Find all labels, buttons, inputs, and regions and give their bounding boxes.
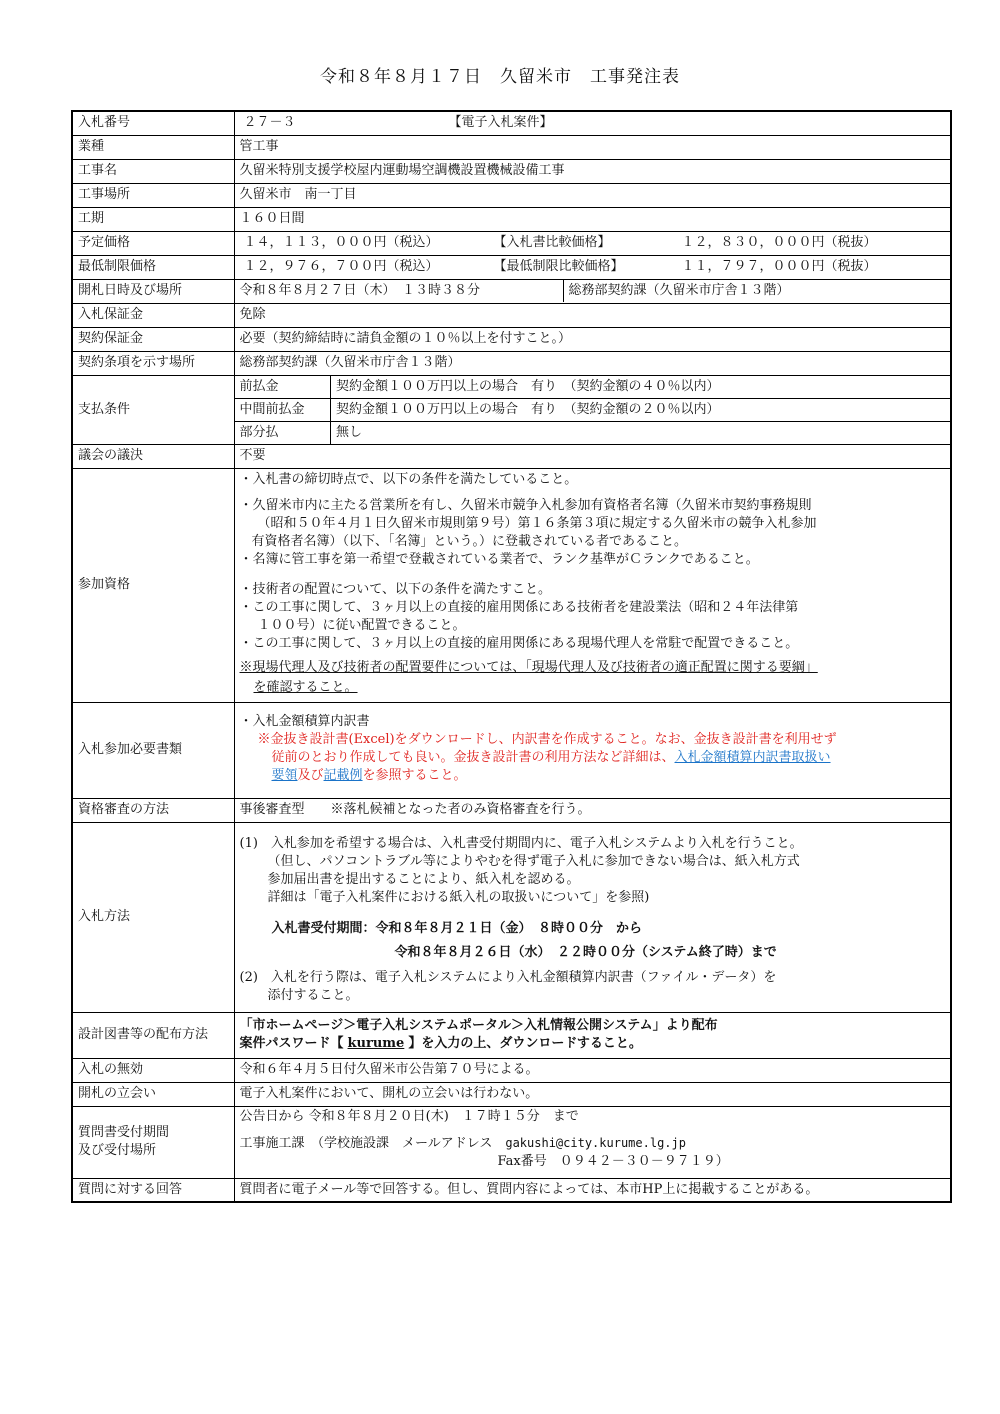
label-qualification: 参加資格 <box>72 468 234 702</box>
construction-order-table <box>71 110 952 1203</box>
witness-value: 電子入札案件において、開札の立会いは行わない。 <box>234 1082 951 1106</box>
label-location: 工事場所 <box>72 183 234 207</box>
label-opening: 開札日時及び場所 <box>72 279 234 303</box>
council-value: 不要 <box>234 444 951 468</box>
password-prefix: 案件パスワード【 <box>239 1036 344 1051</box>
invalid-value: 令和６年４月５日付久留米市公告第７０号による。 <box>234 1058 951 1082</box>
password-value: kurume <box>347 1036 405 1051</box>
qual-line: ・名簿に管工事を第一希望で登載されている業者で、ランク基準がＣランクであること。 <box>239 551 759 567</box>
label-category: 業種 <box>72 135 234 159</box>
row-review <box>72 798 951 822</box>
min-compare-value: １１，７９７，０００円（税抜） <box>681 259 877 274</box>
row-opening <box>72 279 951 303</box>
row-invalid <box>72 1058 951 1082</box>
questions-fax: Fax番号 ０９４２－３０－９７１９） <box>497 1153 729 1169</box>
label-bid-number: 入札番号 <box>72 111 234 135</box>
label-project-name: 工事名 <box>72 159 234 183</box>
category-value: 管工事 <box>234 135 951 159</box>
row-documents <box>72 702 951 798</box>
location-value: 久留米市 南一丁目 <box>234 183 951 207</box>
documents-and: 及び <box>297 767 324 783</box>
row-distribution <box>72 1012 951 1058</box>
guideline-link-cont[interactable]: 要領 <box>271 767 298 783</box>
payment-item-name: 前払金 <box>235 376 331 399</box>
documents-red-line: ※金抜き設計書(Excel)をダウンロードし、内訳書を作成すること。なお、金抜き設計書を利用せず <box>257 731 837 747</box>
row-council <box>72 444 951 468</box>
bid-period-to: 令和８年８月２６日（水） ２２時００分（システム終了時）まで <box>394 944 777 960</box>
label-questions-2: 及び受付場所 <box>78 1143 157 1158</box>
label-payment: 支払条件 <box>72 375 234 444</box>
method-line: 詳細は「電子入札案件における紙入札の取扱いについて」を参照) <box>267 889 650 905</box>
questions-dept: 工事施工課 （学校施設課 メールアドレス <box>239 1135 506 1151</box>
example-link[interactable]: 記載例 <box>323 767 363 783</box>
e-bid-tag: 【電子入札案件】 <box>448 115 553 131</box>
qual-note: を確認すること。 <box>253 679 358 695</box>
documents-red-line: 従前のとおり作成しても良い。金抜き設計書の利用方法など詳細は、 <box>271 749 675 765</box>
payment-table <box>235 376 951 444</box>
label-terms-place: 契約条項を示す場所 <box>72 351 234 375</box>
period-value: １６０日間 <box>234 207 951 231</box>
row-answers <box>72 1178 951 1202</box>
questions-email[interactable]: gakushi@city.kurume.lg.jp <box>505 1135 686 1150</box>
bid-number-value: ２７－３ <box>243 115 296 131</box>
row-category <box>72 135 951 159</box>
row-location <box>72 183 951 207</box>
row-period <box>72 207 951 231</box>
qual-line: 有資格者名簿）（以下、「名簿」という。）に登載されている者であること。 <box>251 533 688 549</box>
label-questions-1: 質問書受付期間 <box>78 1125 170 1140</box>
bid-period-from: 令和８年８月２１日（金） ８時００分 から <box>375 920 643 936</box>
label-contract-deposit: 契約保証金 <box>72 327 234 351</box>
guideline-link[interactable]: 入札金額積算内訳書取扱い <box>674 749 831 765</box>
row-questions <box>72 1106 951 1178</box>
payment-item-name: 部分払 <box>235 421 331 444</box>
label-method: 入札方法 <box>72 822 234 1012</box>
min-compare-label: 【最低制限比較価格】 <box>493 259 624 274</box>
label-min-price: 最低制限価格 <box>72 255 234 279</box>
documents-red-line: を参照すること。 <box>362 767 467 783</box>
qual-line: ・この工事に関して、３ヶ月以上の直接的雇用関係にある現場代理人を常駐で配置できること。 <box>239 635 799 651</box>
label-documents: 入札参加必要書類 <box>72 702 234 798</box>
questions-period: 公告日から 令和８年８月２０日(木) １７時１５分 まで <box>239 1108 579 1124</box>
method-line: (1) 入札参加を希望する場合は、入札書受付期間内に、電子入札システムより入札を行うこと。 <box>239 835 803 851</box>
payment-item-detail: 無し <box>331 421 951 444</box>
row-bid-deposit <box>72 303 951 327</box>
payment-item-name: 中間前払金 <box>235 398 331 421</box>
qual-line: ・久留米市内に主たる営業所を有し、久留米市競争入札参加有資格者名簿（久留米市契約事務規則 <box>239 497 812 513</box>
bid-deposit-value: 免除 <box>234 303 951 327</box>
terms-place-value: 総務部契約課（久留米市庁舎１３階） <box>234 351 951 375</box>
opening-datetime: 令和８年８月２７日（木） １３時３８分 <box>235 280 564 302</box>
distribution-line: 「市ホームページ＞電子入札システムポータル＞入札情報公開システム」より配布 <box>239 1018 718 1033</box>
opening-place: 総務部契約課（久留米市庁舎１３階） <box>568 283 790 298</box>
label-planned-price: 予定価格 <box>72 231 234 255</box>
qual-line: （昭和５０年４月１日久留米市規則第９号）第１６条第３項に規定する久留米市の競争入札参加 <box>257 515 817 531</box>
password-suffix: 】を入力の上、ダウンロードすること。 <box>408 1036 642 1051</box>
planned-compare-value: １２，８３０，０００円（税抜） <box>681 235 877 250</box>
method-line: （但し、パソコントラブル等によりやむを得ず電子入札に参加できない場合は、紙入札方式 <box>267 853 800 869</box>
project-name-value: 久留米特別支援学校屋内運動場空調機設置機械設備工事 <box>234 159 951 183</box>
documents-line: ・入札金額積算内訳書 <box>239 713 370 729</box>
row-planned-price <box>72 231 951 255</box>
qual-line: １００号）に従い配置できること。 <box>257 617 466 633</box>
bid-period-label: 入札書受付期間： <box>271 920 376 936</box>
row-contract-deposit <box>72 327 951 351</box>
answers-value: 質問者に電子メール等で回答する。但し、質問内容によっては、本市HP上に掲載することがある。 <box>234 1178 951 1202</box>
qual-note: ※現場代理人及び技術者の配置要件については、「現場代理人及び技術者の適正配置に関する要綱」 <box>239 659 818 675</box>
contract-deposit-value: 必要（契約締結時に請負金額の１０％以上を付すこと。） <box>234 327 951 351</box>
label-answers: 質問に対する回答 <box>72 1178 234 1202</box>
review-value: 事後審査型 ※落札候補となった者のみ資格審査を行う。 <box>234 798 951 822</box>
method-line: (2) 入札を行う際は、電子入札システムにより入札金額積算内訳書（ファイル・データ）を <box>239 969 777 985</box>
page-title: 令和８年８月１７日 久留米市 工事発注表 <box>320 67 680 87</box>
method-line: 添付すること。 <box>267 987 359 1003</box>
qual-line: ・技術者の配置について、以下の条件を満たすこと。 <box>239 581 551 597</box>
qual-line: ・この工事に関して、３ヶ月以上の直接的雇用関係にある技術者を建設業法（昭和２４年法律第 <box>239 599 799 615</box>
planned-price-value: １４，１１３，０００円（税込） <box>243 235 439 250</box>
row-payment <box>72 375 951 444</box>
payment-item-detail: 契約金額１００万円以上の場合 有り （契約金額の４０％以内） <box>336 378 720 394</box>
method-line: 参加届出書を提出することにより、紙入札を認める。 <box>267 871 580 887</box>
row-terms-place <box>72 351 951 375</box>
row-bid-number <box>72 111 951 135</box>
planned-compare-label: 【入札書比較価格】 <box>493 235 611 250</box>
min-price-value: １２，９７６，７００円（税込） <box>243 259 439 274</box>
label-bid-deposit: 入札保証金 <box>72 303 234 327</box>
label-invalid: 入札の無効 <box>72 1058 234 1082</box>
row-project-name <box>72 159 951 183</box>
label-council: 議会の議決 <box>72 444 234 468</box>
payment-item-detail: 契約金額１００万円以上の場合 有り （契約金額の２０％以内） <box>331 398 951 421</box>
row-qualification <box>72 468 951 702</box>
row-method <box>72 822 951 1012</box>
row-min-price <box>72 255 951 279</box>
row-witness <box>72 1082 951 1106</box>
label-period: 工期 <box>72 207 234 231</box>
label-review: 資格審査の方法 <box>72 798 234 822</box>
label-witness: 開札の立会い <box>72 1082 234 1106</box>
label-distribution: 設計図書等の配布方法 <box>72 1012 234 1058</box>
qual-line: ・入札書の締切時点で、以下の条件を満たしていること。 <box>239 471 578 487</box>
